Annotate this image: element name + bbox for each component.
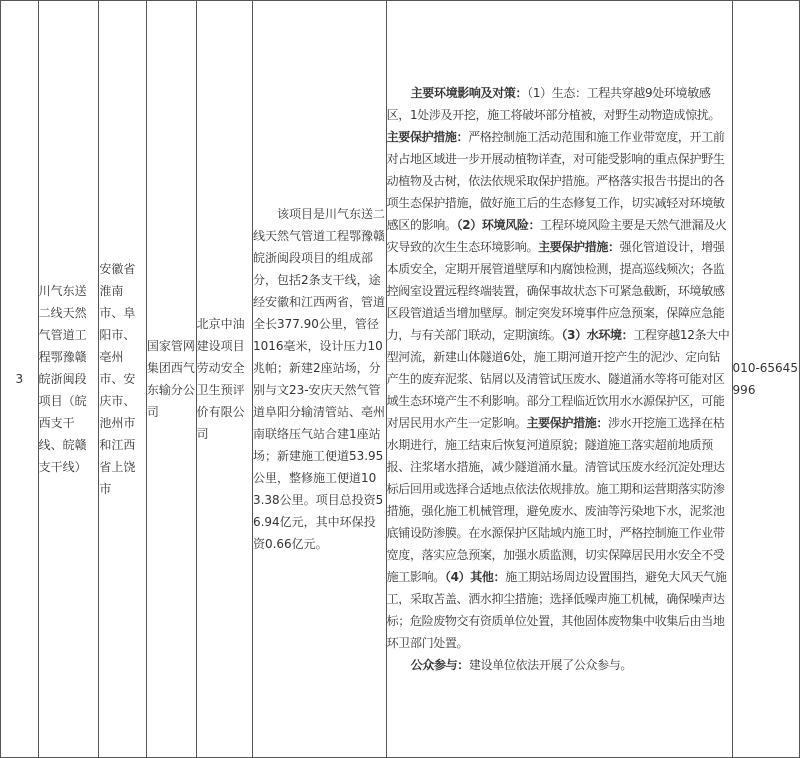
project-summary: 该项目是川气东送二线天然气管道工程鄂豫赣皖浙闽段项目的组成部分，包括2条支干线，途经安徽和江西两省，管道全长377.90公里，管径1016毫米，设计压力10兆帕；新建2座站场，分别与文23-安庆天然气管道阜阳分输清管站、亳州南联络压气站合建1座站场；新建施工便道53.95公里，整修施工便道103.38公里。项目总投资56.94亿元，其中环保投资0.66亿元。 — [252, 207, 385, 551]
ecology-measures-text: 严格控制施工活动范围和施工作业带宽度，开工前对占地区域进一步开展动植物详查，对可能受影响的重点保护野生动植物及古树，依法依规采取保护措施。严格落实报告书提出的各项生态保护措施，做好施工后的生态修复工作，切实减轻对环境敏感区的影响。 — [386, 130, 725, 232]
eia-unit-cell — [196, 1, 252, 758]
main-heading: 主要环境影响及对策： — [410, 86, 528, 100]
public-label: 公众参与： — [410, 658, 469, 672]
public-paragraph — [387, 654, 732, 676]
other-num: （4）其他： — [444, 570, 506, 584]
builder-cell — [146, 1, 196, 758]
ecology-text: 工程共穿越9处环境敏感区，1处涉及开挖，施工将破坏部分植被，对野生动物造成惊扰。 — [386, 86, 721, 122]
water-text: 工程穿越12条大中型河流，新建山体隧道6处，施工期河道开挖产生的泥沙、定向钻产生的废弃泥浆、钻屑以及清管试压废水、隧道涌水等将可能对区域生态环境产生不利影响。部分工程临近饮用水水源保护区，可能对居民用水产生一定影响。 — [386, 328, 730, 430]
phone-cell — [732, 1, 799, 758]
measures-cell — [386, 1, 732, 758]
construction-unit: 国家管网集团西气东输分公司 — [146, 339, 195, 419]
risk-text: 工程环境风险主要是天然气泄漏及火灾导致的次生生态环境影响。 — [386, 218, 727, 254]
risk-measures-text: 强化管道设计，增强本质安全，定期开展管道壁厚和内腐蚀检测，提高巡线频次；各监控阀室设置远程终端装置，确保事故状态下可紧急截断，环境敏感区段管道适当增加壁厚。制定突发环境事件应急预案，保障应急能力，与有关部门联动，定期演练。 — [386, 240, 725, 342]
summary-cell — [252, 1, 386, 758]
risk-num: （2）环境风险： — [456, 218, 541, 232]
ecology-measures-label: 主要保护措施： — [386, 130, 469, 144]
measures-paragraph — [387, 82, 732, 654]
project-name-cell — [38, 1, 99, 758]
risk-measures-label: 主要保护措施： — [538, 240, 620, 254]
water-num: （3）水环境： — [561, 328, 634, 342]
location-cell — [99, 1, 147, 758]
project-location: 安徽省淮南市、阜阳市、亳州市、安庆市、池州市和江西省上饶市 — [99, 262, 136, 496]
water-measures-text: 涉水开挖施工选择在枯水期进行，施工结束后恢复河道原貌；隧道施工落实超前地质预报、注浆堵水措施，减少隧道涌水量。清管试压废水经沉淀处理达标后回用或选择合适地点依法依规排放。施工期和运营期落实防渗措施，强化施工机械管理，避免废水、废油等污染地下水，泥浆池底铺设防渗膜。在水源保护区陆域内施工时，严格控制施工作业带宽度，落实应急预案，加强水质监测，切实保障居民用水安全不受施工影响。 — [386, 416, 725, 584]
row-number — [1, 1, 39, 758]
table-row — [1, 1, 800, 758]
ecology-num: （1）生态： — [527, 86, 587, 100]
project-name: 川气东送二线天然气管道工程鄂豫赣皖浙闽段项目（皖西支干线、皖赣支干线） — [38, 284, 87, 474]
water-measures-label: 主要保护措施： — [526, 416, 609, 430]
eia-unit: 北京中油建设项目劳动安全卫生预评价有限公司 — [196, 317, 245, 441]
row-number-text: 3 — [15, 372, 24, 386]
public-text: 建设单位依法开展了公众参与。 — [468, 658, 633, 672]
other-text: 施工期站场周边设置围挡，避免大风天气施工，采取苫盖、洒水抑尘措施；选择低噪声施工机械，确保噪声达标；危险废物交有资质单位处置，其他固体废物集中收集后由当地环卫部门处置。 — [386, 570, 727, 650]
contact-phone: 010-65645996 — [732, 361, 798, 397]
